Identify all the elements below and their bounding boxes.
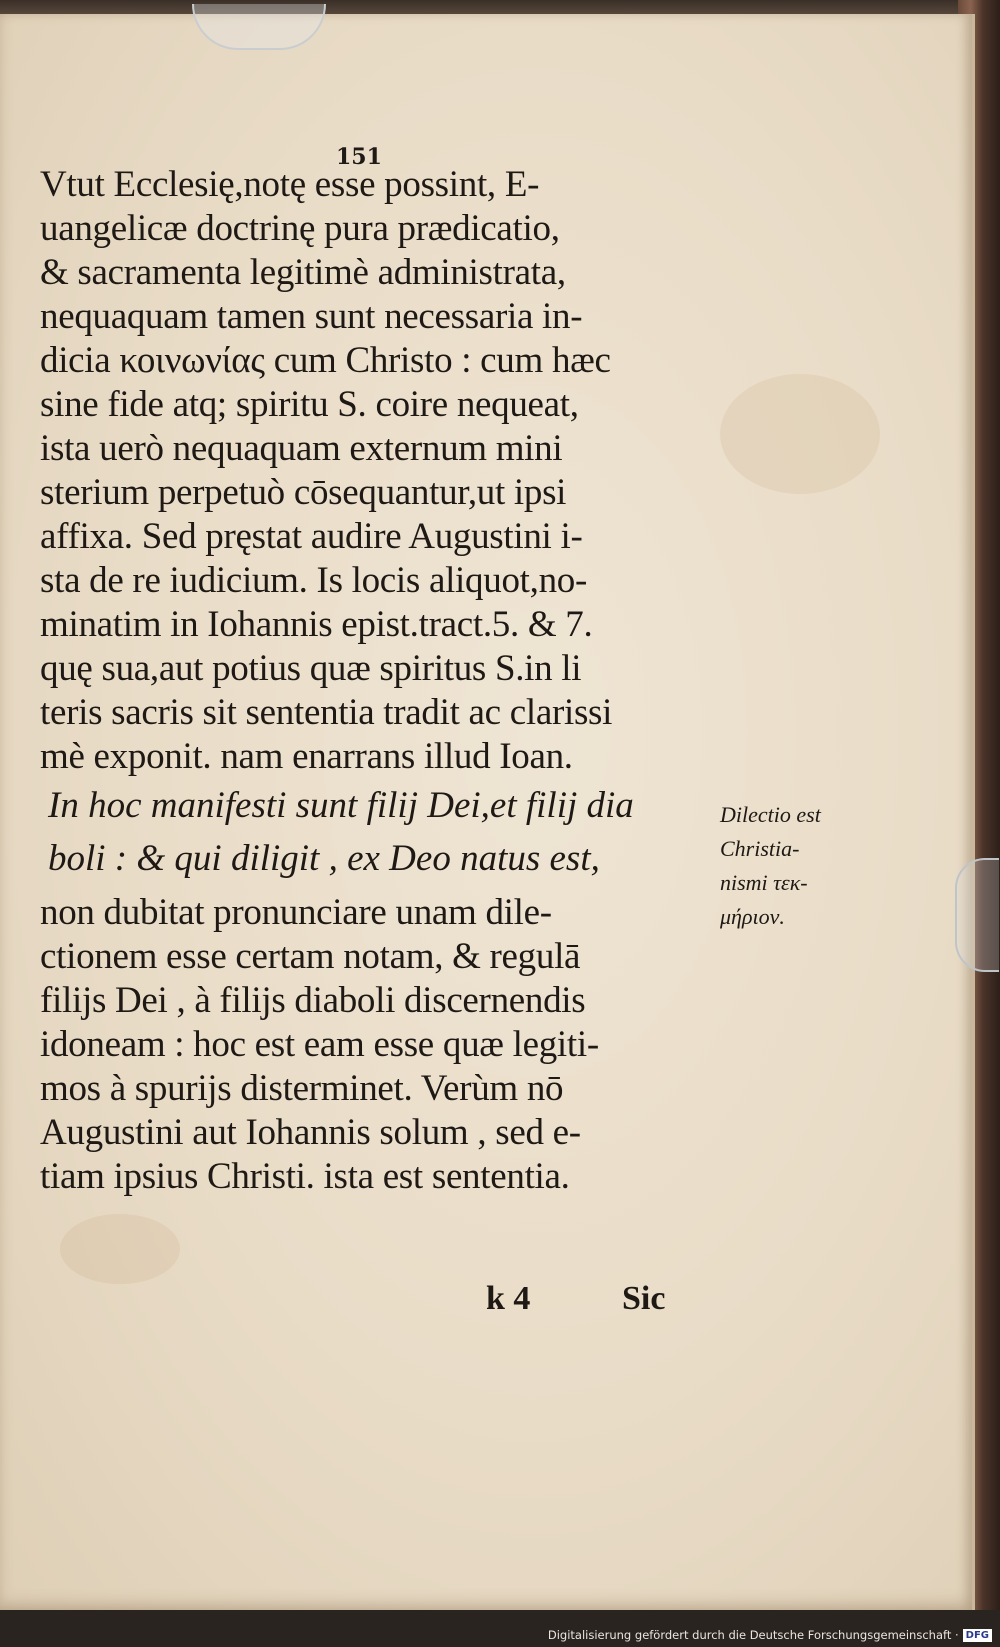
text-line: nequaquam tamen sunt necessaria in- xyxy=(40,296,583,337)
page-clip-side xyxy=(955,858,999,972)
paper-stain xyxy=(60,1214,180,1284)
footer-text: Digitalisierung gefördert durch die Deutsche Forschungsgemeinschaft · xyxy=(547,1628,959,1642)
text-line: & sacramenta legitimè administrata, xyxy=(40,252,566,293)
italic-text-line: In hoc manifesti sunt filij Dei,et filij dia xyxy=(48,785,634,826)
page-number: 151 xyxy=(336,144,382,170)
catchword: Sic xyxy=(622,1280,666,1317)
text-line: ista uerò nequaquam externum mini xyxy=(40,428,563,469)
text-line: dicia κοινωνίας cum Christo : cum hæc xyxy=(40,340,611,381)
text-line: idoneam : hoc est eam esse quæ legiti- xyxy=(40,1024,599,1065)
text-line: Vtut Ecclesię,notę esse possint, E- xyxy=(40,164,540,205)
text-line: uangelicæ doctrinę pura prædicatio, xyxy=(40,208,560,249)
dfg-logo: DFG xyxy=(963,1629,992,1642)
text-line: teris sacris sit sententia tradit ac clarissi xyxy=(40,692,613,733)
text-line: tiam ipsius Christi. ista est sententia. xyxy=(40,1156,570,1197)
text-line: mè exponit. nam enarrans illud Ioan. xyxy=(40,736,573,777)
italic-text-line: boli : & qui diligit , ex Deo natus est, xyxy=(48,838,600,879)
text-line: mos à spurijs disterminet. Verùm nō xyxy=(40,1068,564,1109)
text-line: minatim in Iohannis epist.tract.5. & 7. xyxy=(40,604,593,645)
gloss-line: Dilectio est xyxy=(720,802,821,827)
gloss-line: nismi τεκ- xyxy=(720,870,808,895)
text-line: sterium perpetuò cōsequantur,ut ipsi xyxy=(40,472,567,513)
digitization-footer xyxy=(548,1627,992,1643)
text-line: sta de re iudicium. Is locis aliquot,no- xyxy=(40,560,587,601)
paper-stain xyxy=(720,374,880,494)
text-line: ctionem esse certam notam, & regulā xyxy=(40,936,581,977)
text-line: affixa. Sed pręstat audire Augustini i- xyxy=(40,516,583,557)
text-line: quę sua,aut potius quæ spiritus S.in li xyxy=(40,648,582,689)
text-line: sine fide atq; spiritu S. coire nequeat, xyxy=(40,384,579,425)
text-line: non dubitat pronunciare unam dile- xyxy=(40,892,552,933)
text-line: filijs Dei , à filijs diaboli discernendis xyxy=(40,980,586,1021)
gloss-line: μήριον. xyxy=(720,904,785,929)
text-line: Augustini aut Iohannis solum , sed e- xyxy=(40,1112,581,1153)
signature-mark: k 4 xyxy=(486,1280,531,1317)
book-page xyxy=(0,14,975,1610)
gloss-line: Christia- xyxy=(720,836,800,861)
